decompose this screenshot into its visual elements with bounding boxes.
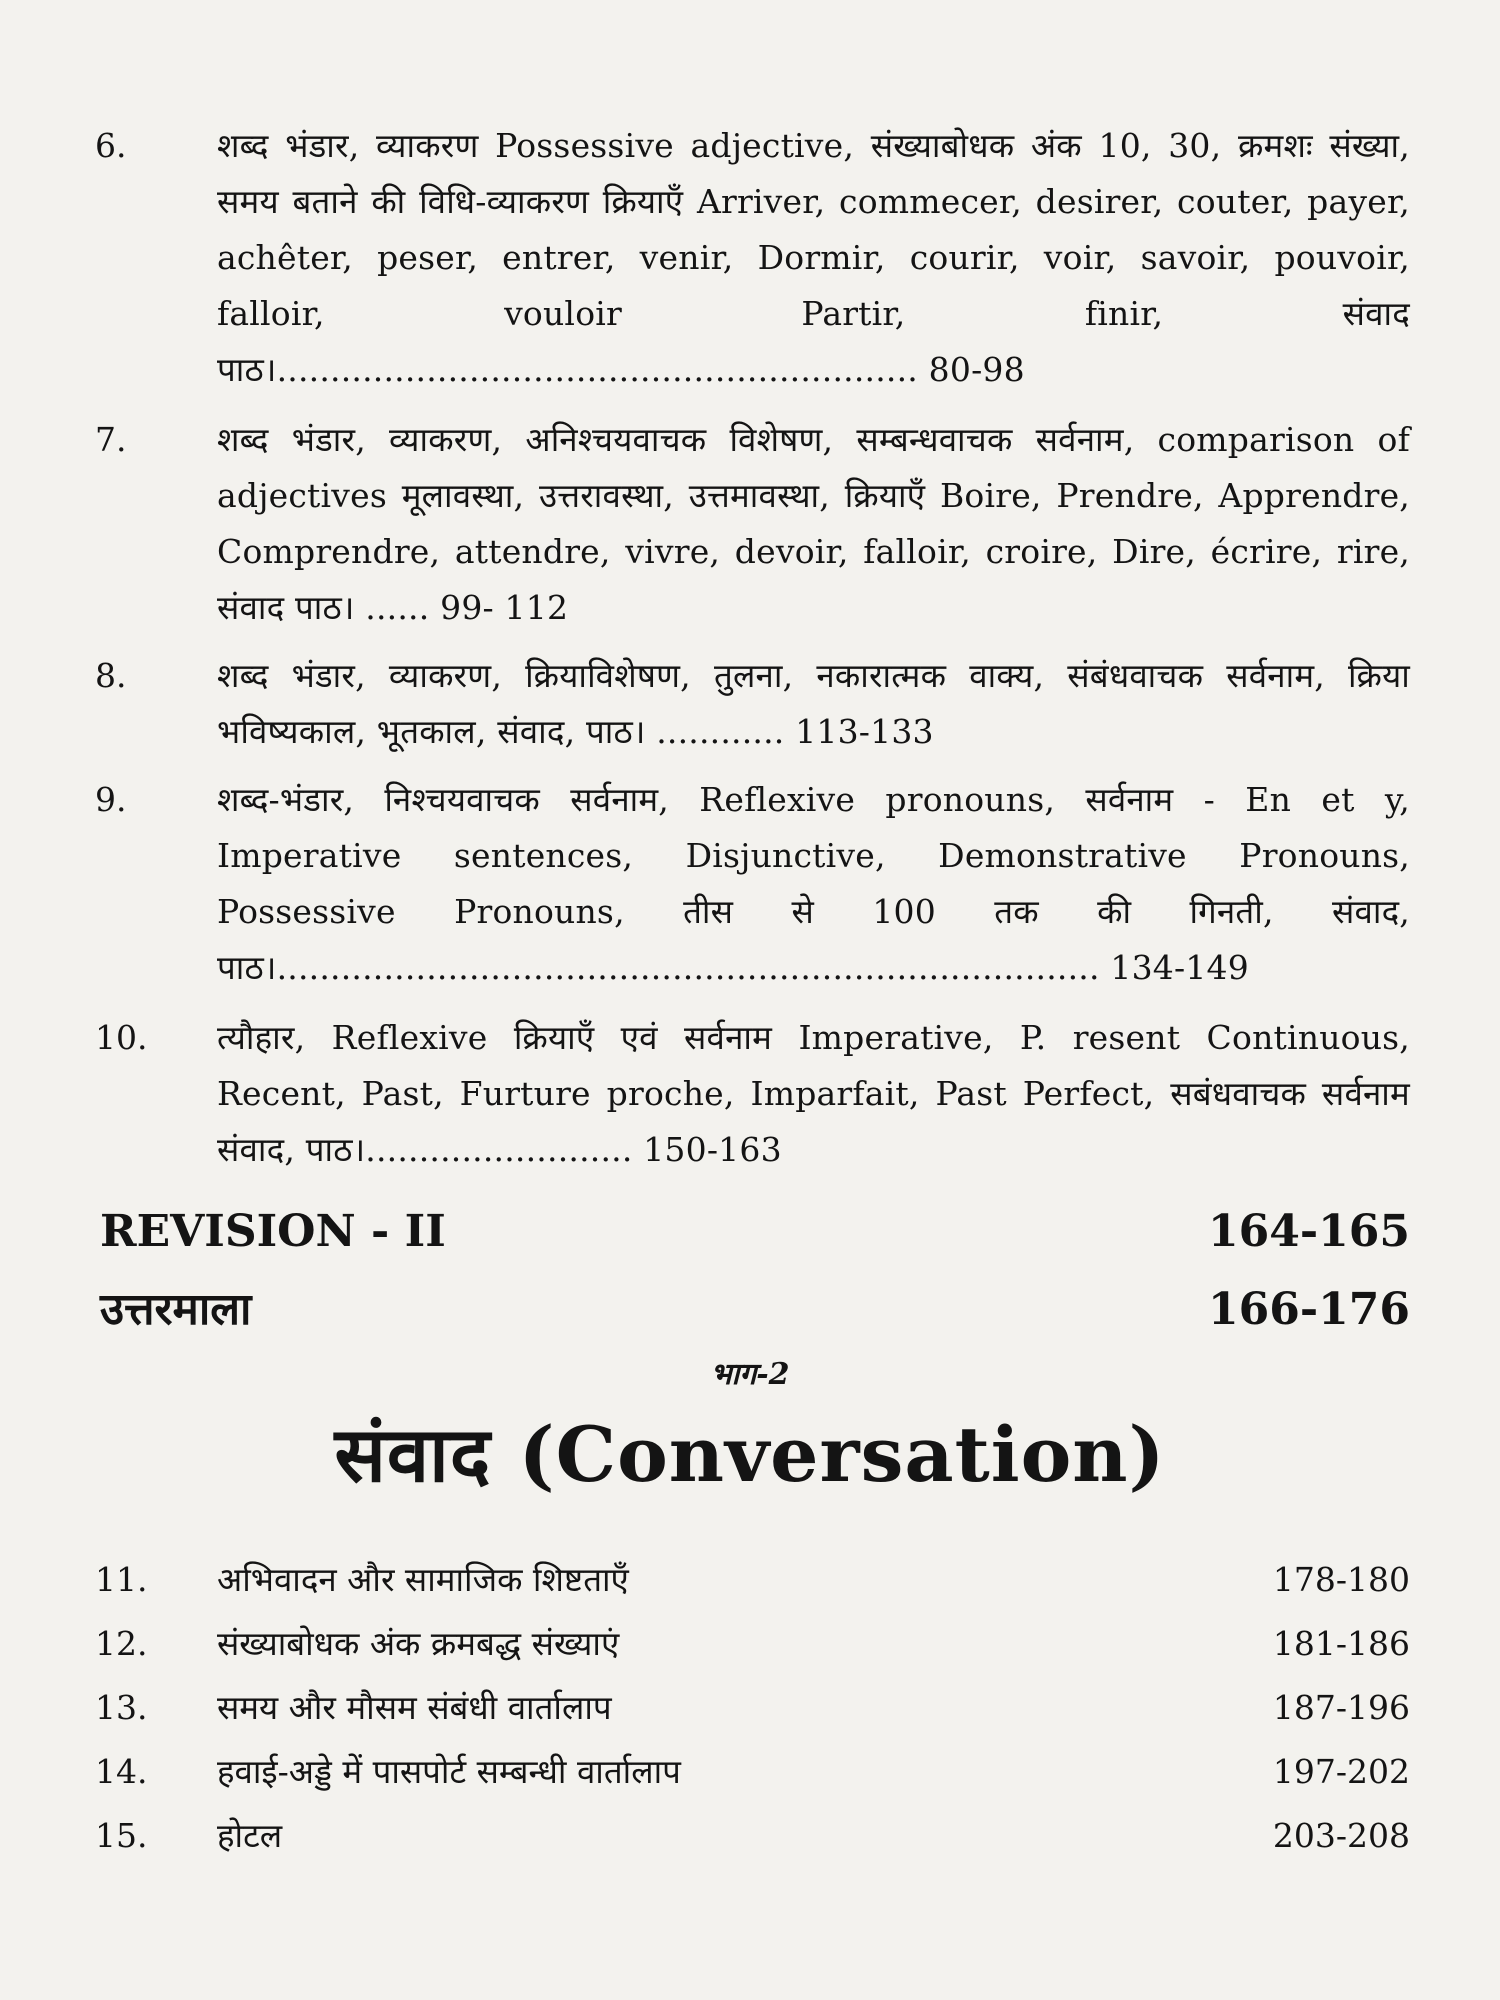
entry-pages: 80-98 xyxy=(928,350,1025,389)
part-label: भाग-2 xyxy=(710,1357,790,1392)
lesson-title: अभिवादन और सामाजिक शिष्टताएँ xyxy=(217,1560,629,1599)
entry-body xyxy=(217,772,1410,996)
entry-body xyxy=(217,1010,1410,1178)
entry-pages: 134-149 xyxy=(1110,948,1249,987)
answers-label: उत्तरमाला xyxy=(100,1284,252,1335)
entry-number: 8. xyxy=(95,656,127,695)
toc-entry-6 xyxy=(95,118,1410,398)
answers-heading xyxy=(100,1280,1410,1340)
lesson-number: 14. xyxy=(95,1752,148,1791)
lesson-title: समय और मौसम संबंधी वार्तालाप xyxy=(217,1688,612,1727)
entry-body xyxy=(217,648,1410,760)
toc-entry-9 xyxy=(95,772,1410,996)
lesson-title: होटल xyxy=(217,1816,283,1855)
entry-number: 9. xyxy=(95,780,127,819)
lesson-pages: 181-186 xyxy=(1272,1624,1410,1663)
lesson-number: 13. xyxy=(95,1688,148,1727)
entry-pages: 99- 112 xyxy=(440,588,569,627)
lesson-pages: 187-196 xyxy=(1272,1688,1410,1727)
revision-pages: 164-165 xyxy=(1208,1206,1410,1257)
revision-label: REVISION - II xyxy=(100,1206,446,1257)
lesson-row xyxy=(95,1552,1410,1608)
entry-body xyxy=(217,118,1410,398)
lesson-title: हवाई-अड्डे में पासपोर्ट सम्बन्धी वार्तालाप xyxy=(217,1752,681,1791)
entry-text: शब्द-भंडार, निश्चयवाचक सर्वनाम, Reflexive pronouns, सर्वनाम - En et y, Imperative sentences, Disjunctive, Demonstrative Pronouns, Possessive Pronouns, तीस से 100 तक की गिनती, संवाद, पाठ।............................................................................. xyxy=(217,780,1410,987)
part-title: संवाद (Conversation) xyxy=(334,1410,1166,1499)
answers-pages: 166-176 xyxy=(1208,1284,1410,1335)
lesson-number: 12. xyxy=(95,1624,148,1663)
entry-number: 10. xyxy=(95,1018,148,1057)
entry-text: शब्द भंडार, व्याकरण, अनिश्चयवाचक विशेषण, सम्बन्धवाचक सर्वनाम, comparison of adjectives मूलावस्था, उत्तरावस्था, उत्तमावस्था, क्रियाएँ Boire, Prendre, Apprendre, Comprendre, attendre, vivre, devoir, falloir, croire, Dire, écrire, rire, संवाद पाठ। ...... xyxy=(217,420,1410,627)
lesson-row xyxy=(95,1680,1410,1736)
lesson-row xyxy=(95,1744,1410,1800)
lesson-pages: 203-208 xyxy=(1272,1816,1410,1855)
toc-entry-10 xyxy=(95,1010,1410,1178)
toc-entry-7 xyxy=(95,412,1410,636)
entry-number: 6. xyxy=(95,126,127,165)
entry-body xyxy=(217,412,1410,636)
entry-number: 7. xyxy=(95,420,127,459)
lesson-row xyxy=(95,1808,1410,1864)
entry-text: शब्द भंडार, व्याकरण, क्रियाविशेषण, तुलना, नकारात्मक वाक्य, संबंधवाचक सर्वनाम, क्रिया भविष्यकाल, भूतकाल, संवाद, पाठ। ............ xyxy=(217,656,1410,751)
entry-pages: 113-133 xyxy=(795,712,934,751)
lesson-title: संख्याबोधक अंक क्रमबद्ध संख्याएं xyxy=(217,1624,620,1663)
entry-pages: 150-163 xyxy=(643,1130,782,1169)
revision-heading xyxy=(100,1202,1410,1262)
entry-text: शब्द भंडार, व्याकरण Possessive adjective, संख्याबोधक अंक 10, 30, क्रमशः संख्या, समय बताने की विधि-व्याकरण क्रियाएँ Arriver, commecer, desirer, couter, payer, achêter, peser, entrer, venir, Dormir, courir, voir, savoir, pouvoir, falloir, vouloir Partir, finir, संवाद पाठ।............................................................ xyxy=(217,126,1410,389)
toc-entry-8 xyxy=(95,648,1410,760)
lesson-row xyxy=(95,1616,1410,1672)
lesson-pages: 178-180 xyxy=(1272,1560,1410,1599)
lesson-number: 11. xyxy=(95,1560,148,1599)
lesson-pages: 197-202 xyxy=(1272,1752,1410,1791)
entry-text: त्यौहार, Reflexive क्रियाएँ एवं सर्वनाम Imperative, P. resent Continuous, Recent, Past, Furture proche, Imparfait, Past Perfect, सबंधवाचक सर्वनाम संवाद, पाठ।......................... xyxy=(217,1018,1410,1169)
lesson-number: 15. xyxy=(95,1816,148,1855)
